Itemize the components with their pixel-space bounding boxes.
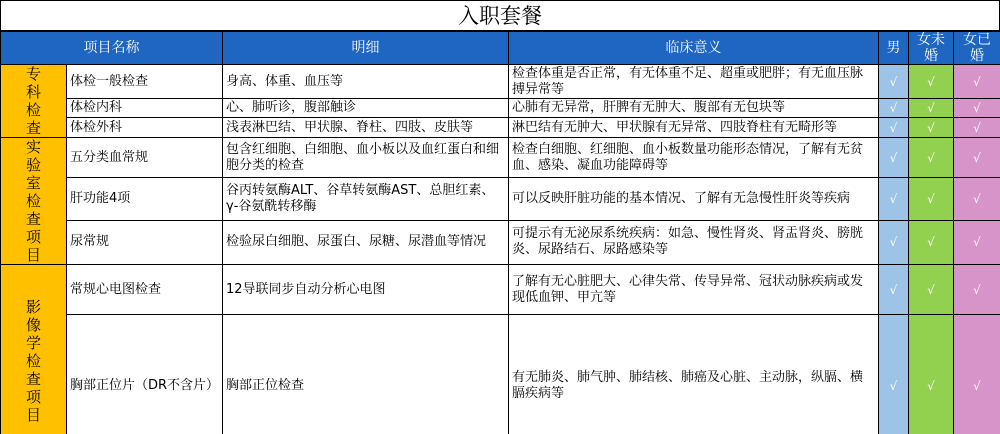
item-detail: 谷丙转氨酶ALT、谷草转氨酶AST、总胆红素、γ-谷氨酰转移酶 [223, 178, 509, 220]
table-row [1, 178, 1000, 220]
male-check: √ [879, 178, 909, 220]
item-clinical: 检查白细胞、红细胞、血小板数量功能形态情况，了解有无贫血、感染、凝血功能障碍等 [509, 138, 879, 178]
female-married-check: √ [954, 99, 1000, 118]
female-single-check: √ [909, 265, 954, 315]
female-married-check: √ [954, 220, 1000, 264]
table-row [1, 220, 1000, 264]
table-row [1, 138, 1000, 178]
category-cell: 专科检查 [1, 65, 67, 138]
female-married-check: √ [954, 315, 1000, 434]
header-clinical: 临床意义 [509, 32, 879, 65]
table-row [1, 118, 1000, 138]
item-name: 常规心电图检查 [67, 265, 223, 315]
male-check: √ [879, 138, 909, 178]
female-married-check: √ [954, 178, 1000, 220]
header-male: 男 [879, 32, 909, 65]
item-clinical: 了解有无心脏肥大、心律失常、传导异常、冠状动脉疾病或发现低血钾、甲亢等 [509, 265, 879, 315]
header-detail: 明细 [223, 32, 509, 65]
female-single-check: √ [909, 118, 954, 138]
item-clinical: 有无肺炎、肺气肿、肺结核、肺癌及心脏、主动脉，纵膈、横膈疾病等 [509, 315, 879, 434]
female-married-check: √ [954, 118, 1000, 138]
header-item: 项目名称 [1, 32, 223, 65]
table-row [1, 265, 1000, 315]
item-clinical: 可提示有无泌尿系统疾病：如急、慢性肾炎、肾盂肾炎、膀胱炎、尿路结石、尿路感染等 [509, 220, 879, 264]
male-check: √ [879, 315, 909, 434]
header-female-single: 女未婚 [909, 32, 954, 65]
package-table [0, 31, 1000, 434]
item-name: 五分类血常规 [67, 138, 223, 178]
male-check: √ [879, 65, 909, 99]
item-clinical: 检查体重是否正常，有无体重不足、超重或肥胖；有无血压脉搏异常等 [509, 65, 879, 99]
female-married-check: √ [954, 65, 1000, 99]
item-name: 体检一般检查 [67, 65, 223, 99]
item-detail: 胸部正位检查 [223, 315, 509, 434]
table-row [1, 99, 1000, 118]
item-detail: 包含红细胞、白细胞、血小板以及血红蛋白和细胞分类的检查 [223, 138, 509, 178]
table-row [1, 65, 1000, 99]
female-single-check: √ [909, 220, 954, 264]
female-single-check: √ [909, 178, 954, 220]
male-check: √ [879, 265, 909, 315]
item-name: 体检外科 [67, 118, 223, 138]
female-married-check: √ [954, 138, 1000, 178]
header-female-married: 女已婚 [954, 32, 1000, 65]
female-single-check: √ [909, 65, 954, 99]
male-check: √ [879, 118, 909, 138]
item-detail: 心、肺听诊，腹部触诊 [223, 99, 509, 118]
female-single-check: √ [909, 99, 954, 118]
female-single-check: √ [909, 315, 954, 434]
item-detail: 身高、体重、血压等 [223, 65, 509, 99]
male-check: √ [879, 99, 909, 118]
item-name: 肝功能4项 [67, 178, 223, 220]
item-detail: 12导联同步自动分析心电图 [223, 265, 509, 315]
sheet-title: 入职套餐 [0, 0, 1000, 31]
item-detail: 浅表淋巴结、甲状腺、脊柱、四肢、皮肤等 [223, 118, 509, 138]
item-name: 体检内科 [67, 99, 223, 118]
male-check: √ [879, 220, 909, 264]
item-detail: 检验尿白细胞、尿蛋白、尿糖、尿潜血等情况 [223, 220, 509, 264]
item-clinical: 心肺有无异常，肝脾有无肿大、腹部有无包块等 [509, 99, 879, 118]
header-row [1, 32, 1000, 65]
item-clinical: 可以反映肝脏功能的基本情况、了解有无急慢性肝炎等疾病 [509, 178, 879, 220]
category-cell: 实验室检查项目 [1, 138, 67, 265]
female-married-check: √ [954, 265, 1000, 315]
category-cell: 影像学检查项目 [1, 265, 67, 434]
table-row [1, 315, 1000, 434]
item-clinical: 淋巴结有无肿大、甲状腺有无异常、四肢脊柱有无畸形等 [509, 118, 879, 138]
item-name: 胸部正位片（DR不含片） [67, 315, 223, 434]
female-single-check: √ [909, 138, 954, 178]
item-name: 尿常规 [67, 220, 223, 264]
